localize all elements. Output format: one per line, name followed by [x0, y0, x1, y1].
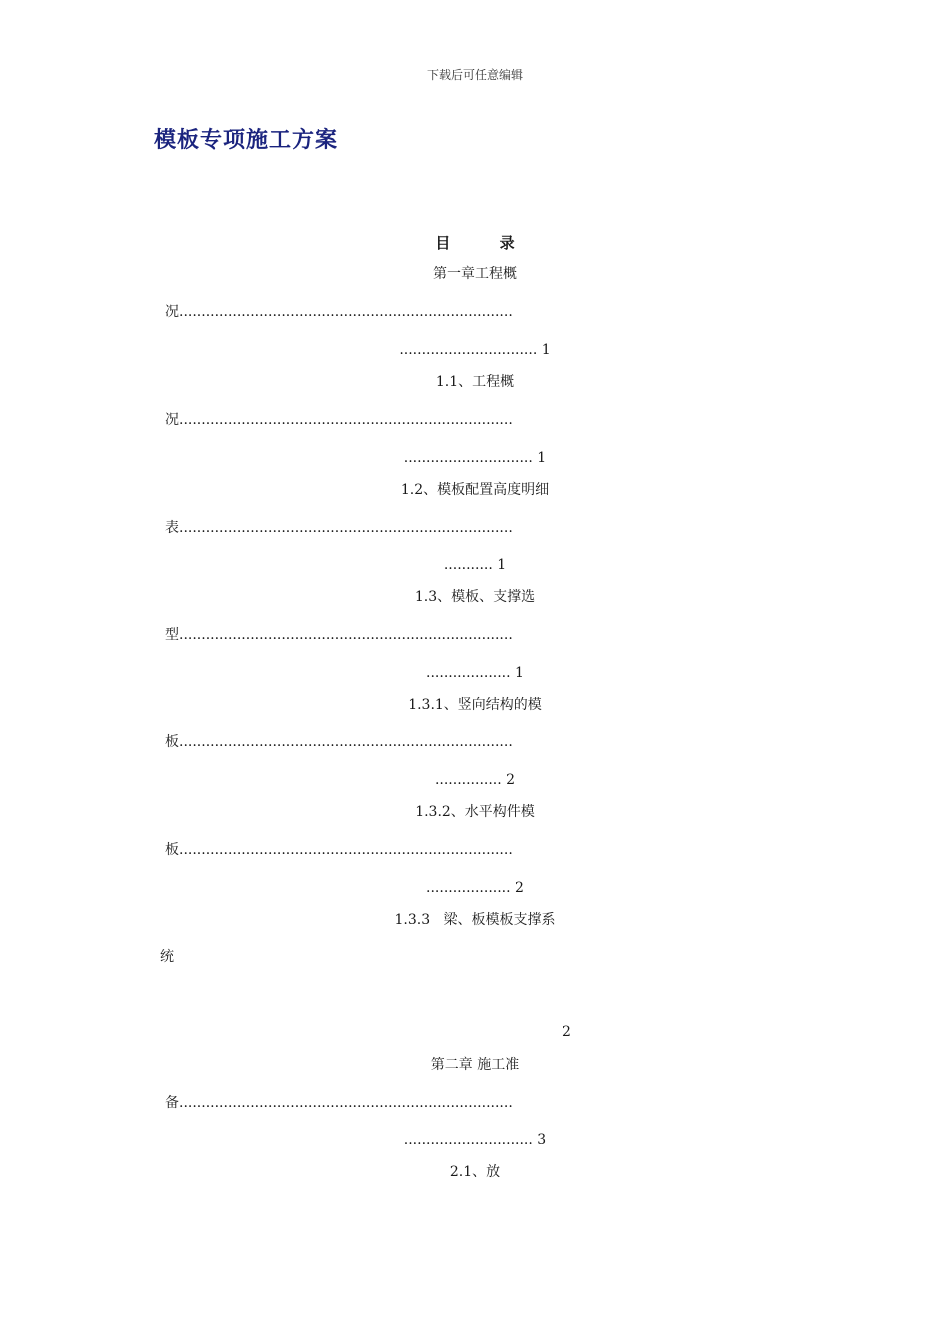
toc-entry-page: ............................. 1	[403, 450, 547, 466]
toc-entry-leader: 表...........................................................................	[165, 520, 513, 536]
toc-entry-title[interactable]: 1.3.1、竖向结构的模	[408, 697, 542, 713]
toc-entry-title[interactable]: 2.1、放	[449, 1164, 501, 1180]
toc-entry-title[interactable]: 1.3、模板、支撑选	[414, 589, 536, 605]
toc-entry-page: ................... 1	[426, 665, 524, 681]
toc-heading: 目 录	[435, 234, 537, 252]
toc-entry-page: ............................. 3	[403, 1132, 547, 1148]
toc-entry-leader: 统	[160, 949, 174, 965]
document-title: 模板专项施工方案	[154, 127, 339, 153]
toc-entry-title[interactable]: 1.3.2、水平构件模	[415, 804, 535, 820]
toc-entry-leader: 型...........................................................................	[165, 627, 513, 643]
toc-entry-title[interactable]: 1.3.3 梁、板模板支撑系	[394, 912, 556, 928]
toc-entry-leader: 板...........................................................................	[165, 842, 513, 858]
toc-entry-title[interactable]: 第二章 施工准	[430, 1057, 520, 1073]
toc-entry-page: ............... 2	[434, 772, 516, 788]
toc-entry-page: 2	[562, 1024, 571, 1040]
toc-entry-leader: 况...........................................................................	[165, 412, 513, 428]
toc-entry-page: ................... 2	[426, 880, 524, 896]
toc-entry-title[interactable]: 第一章工程概	[433, 266, 517, 282]
toc-entry-page: ............................... 1	[399, 342, 551, 358]
toc-entry-leader: 板...........................................................................	[165, 734, 513, 750]
page-header-note: 下载后可任意编辑	[426, 68, 523, 82]
toc-entry-leader: 备...........................................................................	[165, 1095, 513, 1111]
toc-entry-title[interactable]: 1.1、工程概	[435, 374, 515, 390]
toc-entry-page: ........... 1	[443, 557, 507, 573]
toc-entry-title[interactable]: 1.2、模板配置高度明细	[400, 482, 550, 498]
toc-entry-leader: 况...........................................................................	[165, 304, 513, 320]
